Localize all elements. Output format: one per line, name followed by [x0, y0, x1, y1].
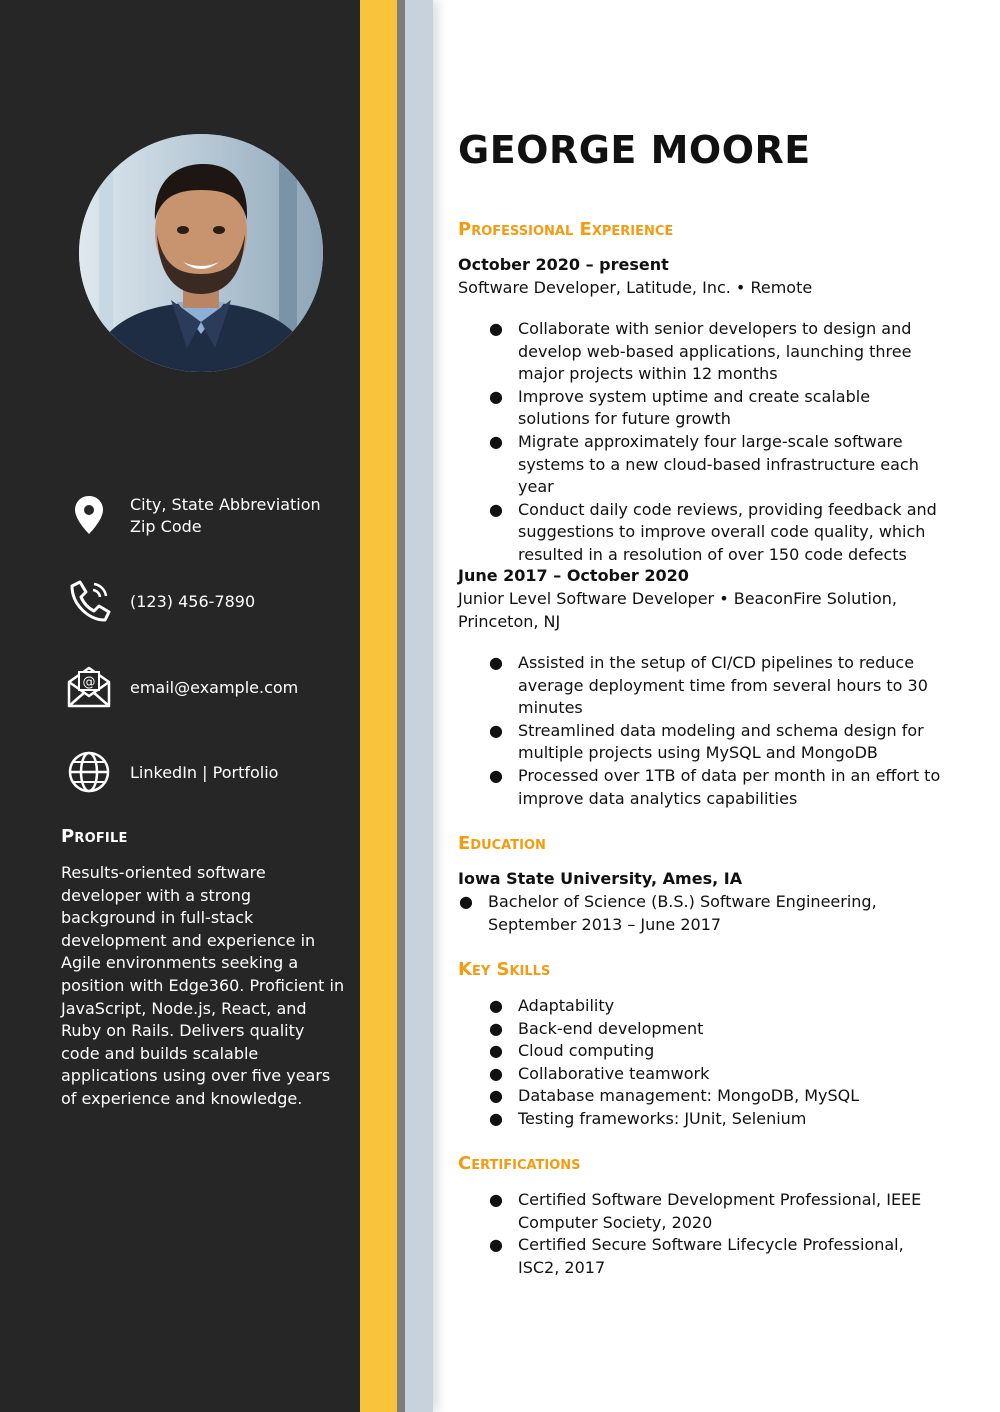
links-text: LinkedIn | Portfolio [130, 763, 279, 782]
education-bullets [459, 891, 948, 936]
certifications-bullets [489, 1189, 943, 1279]
bullet-icon: ● [489, 1041, 503, 1061]
list-item: ● Improve system uptime and create scalable solutions for future growth [489, 386, 871, 429]
education-heading: Education [458, 833, 546, 854]
email-icon [66, 662, 112, 708]
list-item: ● Bachelor of Science (B.S.) Software Engineering, September 2013 – June 2017 [459, 892, 877, 934]
job-1-dates: October 2020 – present [458, 255, 669, 274]
list-item: ● Testing frameworks: JUnit, Selenium [518, 1108, 943, 1131]
bullet-icon: ● [489, 319, 503, 338]
profile-photo-illustration [79, 134, 323, 372]
bullet-icon: ● [489, 499, 503, 519]
experience-heading: Professional Experience [458, 219, 674, 240]
list-item: ● Conduct daily code reviews, providing feedback and suggestions to improve overall code quality, which resulted in a resolution of over 150 code defects [489, 499, 937, 564]
profile-photo [79, 134, 323, 372]
list-item: ● Migrate approximately four large-scale software systems to a new cloud-based infrastructure each year [489, 431, 919, 497]
phone-icon [66, 578, 112, 624]
gray-stripe [397, 0, 405, 1412]
blue-stripe [405, 0, 433, 1412]
job-2-title: Junior Level Software Developer • BeaconFire Solution, Princeton, NJ [458, 589, 897, 631]
address-text: City, State Abbreviation Zip Code [130, 495, 321, 536]
profile-heading: Profile [61, 826, 128, 847]
education-school: Iowa State University, Ames, IA [458, 869, 743, 888]
list-item: ● Cloud computing [518, 1040, 943, 1063]
bullet-icon: ● [489, 431, 503, 451]
bullet-icon: ● [489, 996, 503, 1015]
list-item: ● Certified Software Development Professional, IEEE Computer Society, 2020 [489, 1190, 922, 1232]
skills-bullets [489, 995, 943, 1131]
job-2-dates: June 2017 – October 2020 [458, 566, 689, 585]
bullet-icon: ● [489, 1108, 503, 1128]
list-item: ● Database management: MongoDB, MySQL [518, 1085, 943, 1108]
profile-text: Results-oriented software developer with a strong background in full-stack development and experience in Agile environments seeking a position with Edge360. Proficient in JavaScript, Node.js, React, and Ruby on Rails. Delivers quality code and builds scalable applications using over five years of experience and knowledge. [61, 863, 345, 1108]
globe-icon [66, 749, 112, 795]
map-pin-icon [66, 492, 112, 538]
list-item: ● Certified Secure Software Lifecycle Professional, ISC2, 2017 [489, 1235, 904, 1277]
bullet-icon: ● [489, 765, 503, 785]
list-item: ● Adaptability [518, 995, 943, 1018]
bullet-icon: ● [489, 653, 503, 672]
bullet-icon: ● [489, 1018, 503, 1038]
job-1-bullets [489, 318, 943, 567]
certifications-heading: Certifications [458, 1153, 581, 1174]
list-item: ● Assisted in the setup of CI/CD pipelines to reduce average deployment time from several hours to 30 minutes [489, 653, 928, 718]
phone-text: (123) 456-7890 [130, 592, 256, 611]
bullet-icon: ● [489, 1063, 503, 1083]
list-item: ● Back-end development [518, 1018, 943, 1041]
bullet-icon: ● [489, 1190, 503, 1209]
bullet-icon: ● [489, 1235, 503, 1255]
list-item: ● Streamlined data modeling and schema design for multiple projects using MySQL and MongoDB [489, 720, 924, 763]
svg-text:@: @ [82, 675, 96, 690]
bullet-icon: ● [489, 386, 503, 406]
bullet-icon: ● [459, 892, 473, 911]
job-2-bullets [489, 652, 943, 810]
yellow-stripe [360, 0, 397, 1412]
skills-heading: Key Skills [458, 959, 551, 980]
bullet-icon: ● [489, 1086, 503, 1106]
bullet-icon: ● [489, 720, 503, 740]
email-text: email@example.com [130, 678, 299, 697]
job-1-title: Software Developer, Latitude, Inc. • Remote [458, 278, 813, 297]
list-item: ● Collaborate with senior developers to design and develop web-based applications, launching three major projects within 12 months [489, 319, 912, 384]
list-item: ● Collaborative teamwork [518, 1063, 943, 1086]
list-item: ● Processed over 1TB of data per month in an effort to improve data analytics capabilities [489, 765, 941, 808]
candidate-name: GEORGE MOORE [458, 128, 811, 172]
